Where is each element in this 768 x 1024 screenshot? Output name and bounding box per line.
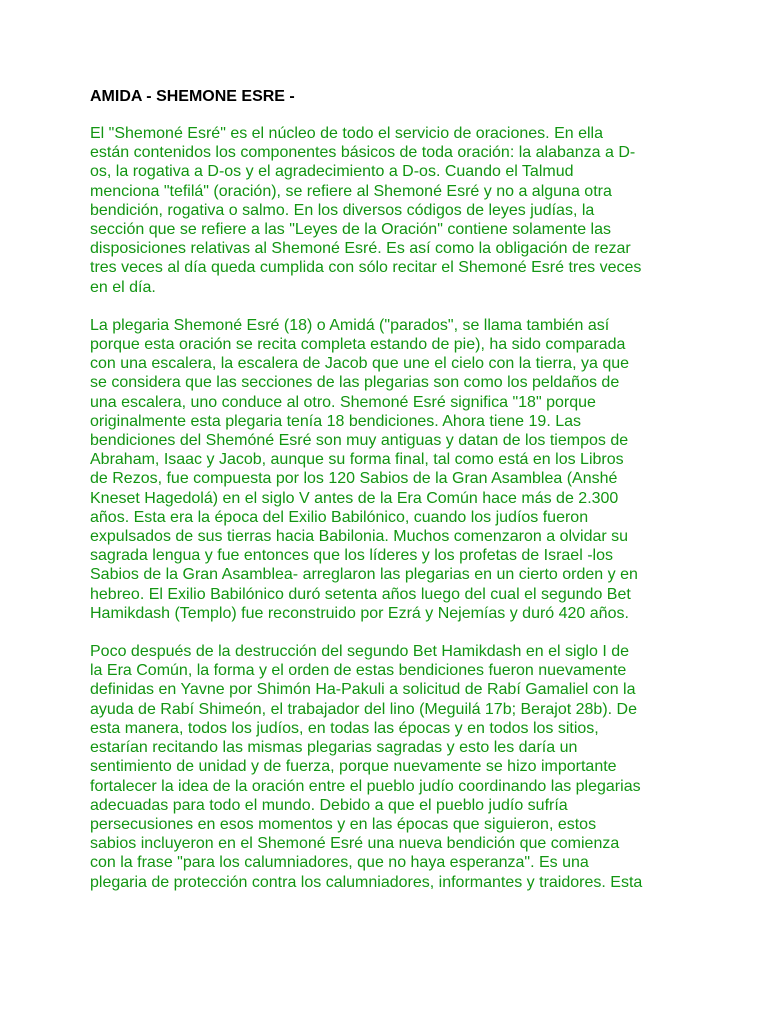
paragraph-line: sentimiento de unidad y de fuerza, porque nuevamente se hizo importante bbox=[90, 758, 617, 776]
paragraph-line: Sabios de la Gran Asamblea- arreglaron las plegarias en un cierto orden y en bbox=[90, 566, 638, 584]
paragraph-line: con una escalera, la escalera de Jacob que une el cielo con la tierra, ya que bbox=[90, 355, 630, 373]
paragraph-line: adecuadas para todo el mundo. Debido a que el pueblo judío sufría bbox=[90, 796, 568, 814]
paragraph-line: una escalera, uno conduce al otro. Shemoné Esré significa "18" porque bbox=[90, 393, 596, 411]
paragraph-line: El "Shemoné Esré" es el núcleo de todo el servicio de oraciones. En ella bbox=[90, 125, 603, 142]
paragraph-line: con la frase "para los calumniadores, que no haya esperanza". Es una bbox=[90, 854, 589, 872]
paragraph-line: se considera que las secciones de las plegarias son como los peldaños de bbox=[90, 374, 620, 392]
paragraph-line: años. Esta era la época del Exilio Babilónico, cuando los judíos fueron bbox=[90, 508, 589, 526]
paragraph-line: sagrada lengua y fue entonces que los líderes y los profetas de Israel -los bbox=[90, 547, 613, 565]
paragraph-line: plegaria de protección contra los calumniadores, informantes y traidores. Esta bbox=[90, 873, 643, 891]
paragraph-line: la Era Común, la forma y el orden de estas bendiciones fueron nuevamente bbox=[90, 662, 627, 680]
paragraph-line: definidas en Yavne por Shimón Ha-Pakuli a solicitud de Rabí Gamaliel con la bbox=[90, 681, 636, 699]
paragraph-1 bbox=[90, 124, 690, 297]
paragraph-line: esta manera, todos los judíos, en todas las épocas y en todos los sitios, bbox=[90, 719, 599, 737]
paragraph-line: hebreo. El Exilio Babilónico duró setenta años luego del cual el segundo Bet bbox=[90, 585, 631, 603]
paragraph-line: sabios incluyeron en el Shemoné Esré una nueva bendición que comienza bbox=[90, 835, 620, 853]
paragraph-line: persecusiones en esos momentos y en las épocas que siguieron, estos bbox=[90, 815, 597, 833]
document-page bbox=[90, 86, 690, 911]
paragraph-line: menciona "tefilá" (oración), se refiere al Shemoné Esré y no a alguna otra bbox=[90, 182, 612, 200]
paragraph-line: estarían recitando las mismas plegarias sagradas y esto les daría un bbox=[90, 739, 578, 757]
paragraph-line: ayuda de Rabí Shimeón, el trabajador del lino (Meguilá 17b; Berajot 28b). De bbox=[90, 700, 637, 718]
paragraph-line: bendición, rogativa o salmo. En los diversos códigos de leyes judías, la bbox=[90, 201, 595, 219]
paragraph-line: La plegaria Shemoné Esré (18) o Amidá ("parados", se llama también así bbox=[90, 316, 610, 334]
paragraph-line: expulsados de sus tierras hacia Babilonia. Muchos comenzaron a olvidar su bbox=[90, 528, 629, 546]
document-title: AMIDA - SHEMONE ESRE - bbox=[90, 88, 295, 105]
paragraph-line: disposiciones relativas al Shemoné Esré. Es así como la obligación de rezar bbox=[90, 240, 631, 258]
paragraph-line: de Rezos, fue compuesta por los 120 Sabios de la Gran Asamblea (Anshé bbox=[90, 470, 618, 488]
paragraph-line: Poco después de la destrucción del segundo Bet Hamikdash en el siglo I de bbox=[90, 643, 630, 661]
paragraph-line: Kneset Hagedolá) en el siglo V antes de la Era Común hace más de 2.300 bbox=[90, 489, 619, 507]
paragraph-line: sección que se refiere a las "Leyes de la Oración" contiene solamente las bbox=[90, 221, 611, 239]
paragraph-line: porque esta oración se recita completa estando de pie), ha sido comparada bbox=[90, 336, 626, 354]
paragraph-line: están contenidos los componentes básicos de toda oración: la alabanza a D- bbox=[90, 144, 636, 162]
paragraph-line: originalmente esta plegaria tenía 18 bendiciones. Ahora tiene 19. Las bbox=[90, 412, 582, 430]
paragraph-line: os, la rogativa a D-os y el agradecimiento a D-os. Cuando el Talmud bbox=[90, 163, 574, 181]
paragraph-line: Abraham, Isaac y Jacob, aunque su forma final, tal como está en los Libros bbox=[90, 451, 624, 469]
paragraph-3 bbox=[90, 642, 690, 892]
paragraph-line: bendiciones del Shemóné Esré son muy antiguas y datan de los tiempos de bbox=[90, 432, 629, 450]
paragraph-2 bbox=[90, 316, 690, 623]
paragraph-line: tres veces al día queda cumplida con sólo recitar el Shemoné Esré tres veces bbox=[90, 259, 642, 277]
paragraph-line: en el día. bbox=[90, 278, 156, 296]
paragraph-line: Hamikdash (Templo) fue reconstruido por Ezrá y Nejemías y duró 420 años. bbox=[90, 604, 629, 622]
paragraph-line: fortalecer la idea de la oración entre el pueblo judío coordinando las plegarias bbox=[90, 777, 641, 795]
